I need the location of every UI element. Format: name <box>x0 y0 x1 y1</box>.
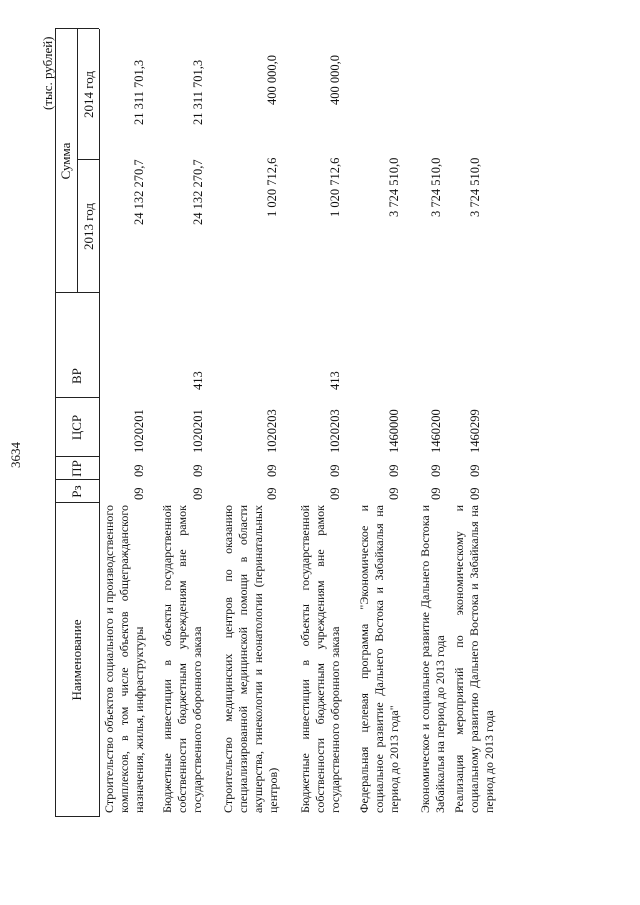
row-csr: 1460299 <box>468 409 482 453</box>
row-2013: 1 020 712,6 <box>265 157 279 217</box>
row-csr: 1020201 <box>191 409 205 453</box>
row-csr: 1460000 <box>387 409 401 453</box>
header-pr: ПР <box>69 460 84 477</box>
row-2014: 400 000,0 <box>328 55 342 105</box>
row-2013: 1 020 712,6 <box>328 157 342 217</box>
row-pr: 09 <box>132 464 146 477</box>
row-csr: 1020203 <box>328 409 342 453</box>
header-bottom-border <box>99 29 100 817</box>
row-csr: 1020201 <box>132 409 146 453</box>
row-name: Бюджетные инвестиции в объекты государственной собственности бюджетным учреждениям вне рамок государственного оборонного заказа <box>160 505 204 813</box>
table-top-border <box>55 29 56 817</box>
row-rz: 09 <box>265 487 279 500</box>
header-2014: 2014 год <box>81 71 96 118</box>
row-name: Бюджетные инвестиции в объекты государственной собственности бюджетным учреждениям вне рамок государственного оборонного заказа <box>298 505 342 813</box>
row-2014: 400 000,0 <box>265 55 279 105</box>
row-name: Строительство медицинских центров по оказанию специализированной медицинской помощи в области акушерства, гинекологии и неонатологии (перинатальных центров) <box>221 505 280 813</box>
header-rz: Рз <box>69 485 84 498</box>
row-csr: 1460200 <box>429 409 443 453</box>
header-name: Наименование <box>69 619 84 701</box>
row-rz: 09 <box>387 487 401 500</box>
row-2013: 3 724 510,0 <box>429 157 443 217</box>
row-2013: 24 132 270,7 <box>132 159 146 225</box>
header-csr: ЦСР <box>69 414 84 441</box>
row-pr: 09 <box>387 464 401 477</box>
sum-subheader-border <box>77 29 78 293</box>
row-2014: 21 311 701,3 <box>132 59 146 125</box>
row-2013: 3 724 510,0 <box>468 157 482 217</box>
page-number: 3634 <box>8 442 23 468</box>
row-2014: 21 311 701,3 <box>191 59 205 125</box>
units-label: (тыс. рублей) <box>40 36 55 110</box>
row-name: Федеральная целевая программа "Экономическое и социальное развитие Дальнего Востока и Забайкалья на период до 2013 года" <box>357 505 401 813</box>
header-2013: 2013 год <box>81 203 96 250</box>
row-rz: 09 <box>468 487 482 500</box>
row-pr: 09 <box>328 464 342 477</box>
row-pr: 09 <box>468 464 482 477</box>
row-name: Экономическое и социальное развитие Дальнего Востока и Забайкалья на период до 2013 года <box>418 505 447 813</box>
row-rz: 09 <box>328 487 342 500</box>
row-vr: 413 <box>328 371 342 390</box>
row-rz: 09 <box>191 487 205 500</box>
row-name: Строительство объектов социального и производственного комплексов, в том числе объектов общегражданского назначения, жилья, инфраструктуры <box>102 505 146 813</box>
row-name: Реализация мероприятий по экономическому и социальному развитию Дальнего Востока и Забайкалья на период до 2013 года <box>452 505 496 813</box>
row-rz: 09 <box>429 487 443 500</box>
row-rz: 09 <box>132 487 146 500</box>
row-vr: 413 <box>191 371 205 390</box>
header-vr: ВР <box>69 368 84 384</box>
row-2013: 24 132 270,7 <box>191 159 205 225</box>
row-pr: 09 <box>191 464 205 477</box>
row-csr: 1020203 <box>265 409 279 453</box>
row-pr: 09 <box>265 464 279 477</box>
row-2013: 3 724 510,0 <box>387 157 401 217</box>
row-pr: 09 <box>429 464 443 477</box>
header-sum: Сумма <box>58 142 73 180</box>
